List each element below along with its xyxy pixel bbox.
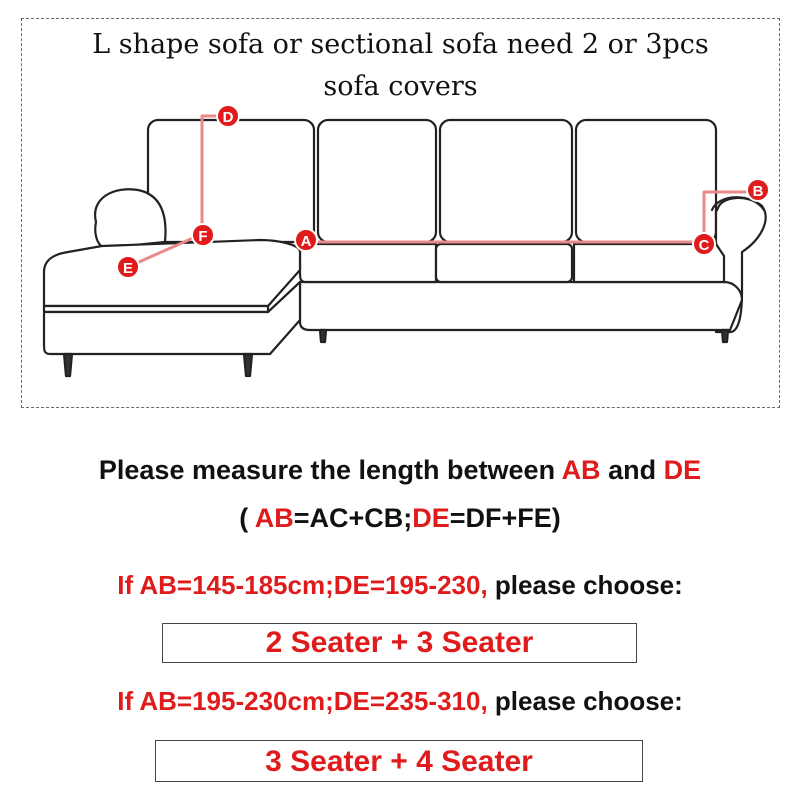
title-line-1: L shape sofa or sectional sofa need 2 or 3pcs xyxy=(92,29,709,60)
label-de: DE xyxy=(663,455,702,485)
option-1-choose: please choose: xyxy=(487,570,683,600)
svg-text:D: D xyxy=(222,109,234,126)
option-2-choose: please choose: xyxy=(487,686,683,716)
option-1-result: 2 Seater + 3 Seater xyxy=(162,623,637,663)
marker-c xyxy=(693,233,715,255)
label-ab: AB xyxy=(561,455,601,485)
seat-cushion-1 xyxy=(300,244,436,282)
back-cushion-3 xyxy=(440,120,572,242)
svg-text:F: F xyxy=(198,228,208,245)
instruction-text: Please measure the length between xyxy=(98,455,562,485)
marker-d xyxy=(217,105,239,127)
option-2-range: If AB=195-230cm;DE=235-310, xyxy=(117,686,488,716)
instruction-and: and xyxy=(600,455,664,485)
main-base xyxy=(300,282,742,330)
leg-4 xyxy=(722,330,728,342)
leg-1 xyxy=(64,354,72,376)
measure-formula xyxy=(0,503,800,534)
seat-cushion-2 xyxy=(436,244,572,282)
chaise-cushion xyxy=(44,240,300,306)
formula-ab: AB xyxy=(254,503,294,533)
back-cushion-2 xyxy=(318,120,436,242)
option-1-condition xyxy=(0,570,800,601)
measure-instruction xyxy=(0,455,800,486)
svg-text:E: E xyxy=(122,260,134,277)
option-1-range: If AB=145-185cm;DE=195-230, xyxy=(117,570,488,600)
marker-f xyxy=(192,224,214,246)
option-2-result: 3 Seater + 4 Seater xyxy=(155,740,643,782)
marker-a xyxy=(295,229,317,251)
leg-3 xyxy=(320,330,326,342)
back-cushion-4 xyxy=(576,120,716,242)
leg-2 xyxy=(244,354,252,376)
formula-open: ( xyxy=(239,503,255,533)
svg-text:B: B xyxy=(752,183,764,200)
marker-e xyxy=(117,256,139,278)
marker-b xyxy=(747,179,769,201)
formula-de-parts: =DF+FE) xyxy=(449,503,561,533)
title-line-2: sofa covers xyxy=(323,71,478,102)
left-arm xyxy=(95,189,165,248)
formula-de: DE xyxy=(412,503,450,533)
svg-text:A: A xyxy=(300,233,312,250)
option-2-condition xyxy=(0,686,800,717)
back-cushion-1 xyxy=(148,120,314,242)
svg-text:C: C xyxy=(698,237,710,254)
formula-ab-parts: =AC+CB; xyxy=(293,503,413,533)
